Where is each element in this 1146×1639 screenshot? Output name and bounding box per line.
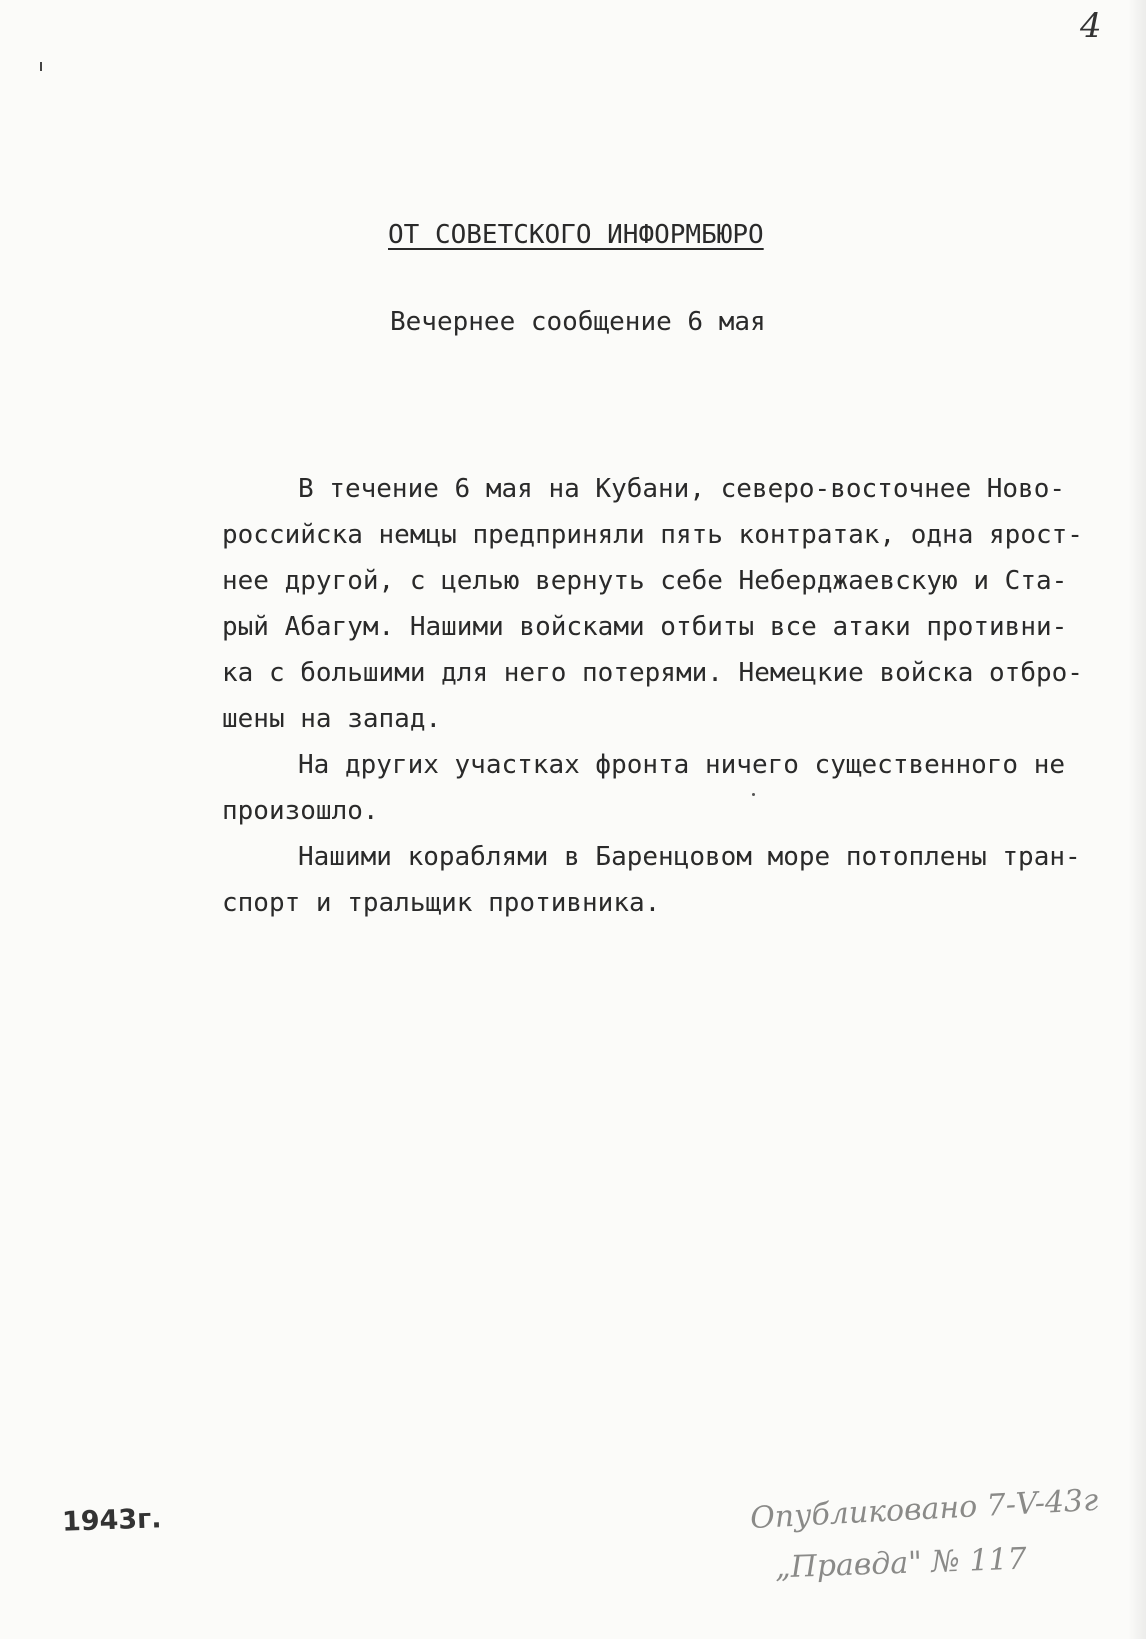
body-line: нее другой, с целью вернуть себе Неберджаевскую и Ста-	[222, 566, 1068, 596]
body-line: шены на запад.	[222, 704, 442, 734]
body-line: спорт и тральщик противника.	[222, 888, 661, 918]
body-line: произошло.	[222, 796, 379, 826]
body-line: Нашими кораблями в Баренцовом море потоплены тран-	[298, 842, 1081, 872]
page-number: 4	[1080, 6, 1102, 46]
year-stamp: 1943г.	[61, 1503, 163, 1538]
body-line: рый Абагум. Нашими войсками отбиты все атаки противни-	[222, 612, 1068, 642]
handwritten-published-note: Опубликовано 7-V-43г	[749, 1482, 1100, 1537]
body-line: российска немцы предприняли пять контратак, одна ярост-	[222, 520, 1083, 550]
scan-speck	[40, 62, 42, 71]
body-line: ка с большими для него потерями. Немецкие войска отбро-	[222, 658, 1083, 688]
document-title: ОТ СОВЕТСКОГО ИНФОРМБЮРО	[388, 220, 764, 250]
document-subtitle: Вечернее сообщение 6 мая	[390, 307, 766, 337]
body-line: В течение 6 мая на Кубани, северо-восточнее Ново-	[298, 474, 1066, 504]
scan-edge-shadow	[1128, 0, 1146, 1639]
document-body	[222, 466, 1083, 926]
body-line: На других участках фронта ничего существенного не	[298, 750, 1066, 780]
handwritten-newspaper-note: „Правда" № 117	[774, 1541, 1028, 1586]
